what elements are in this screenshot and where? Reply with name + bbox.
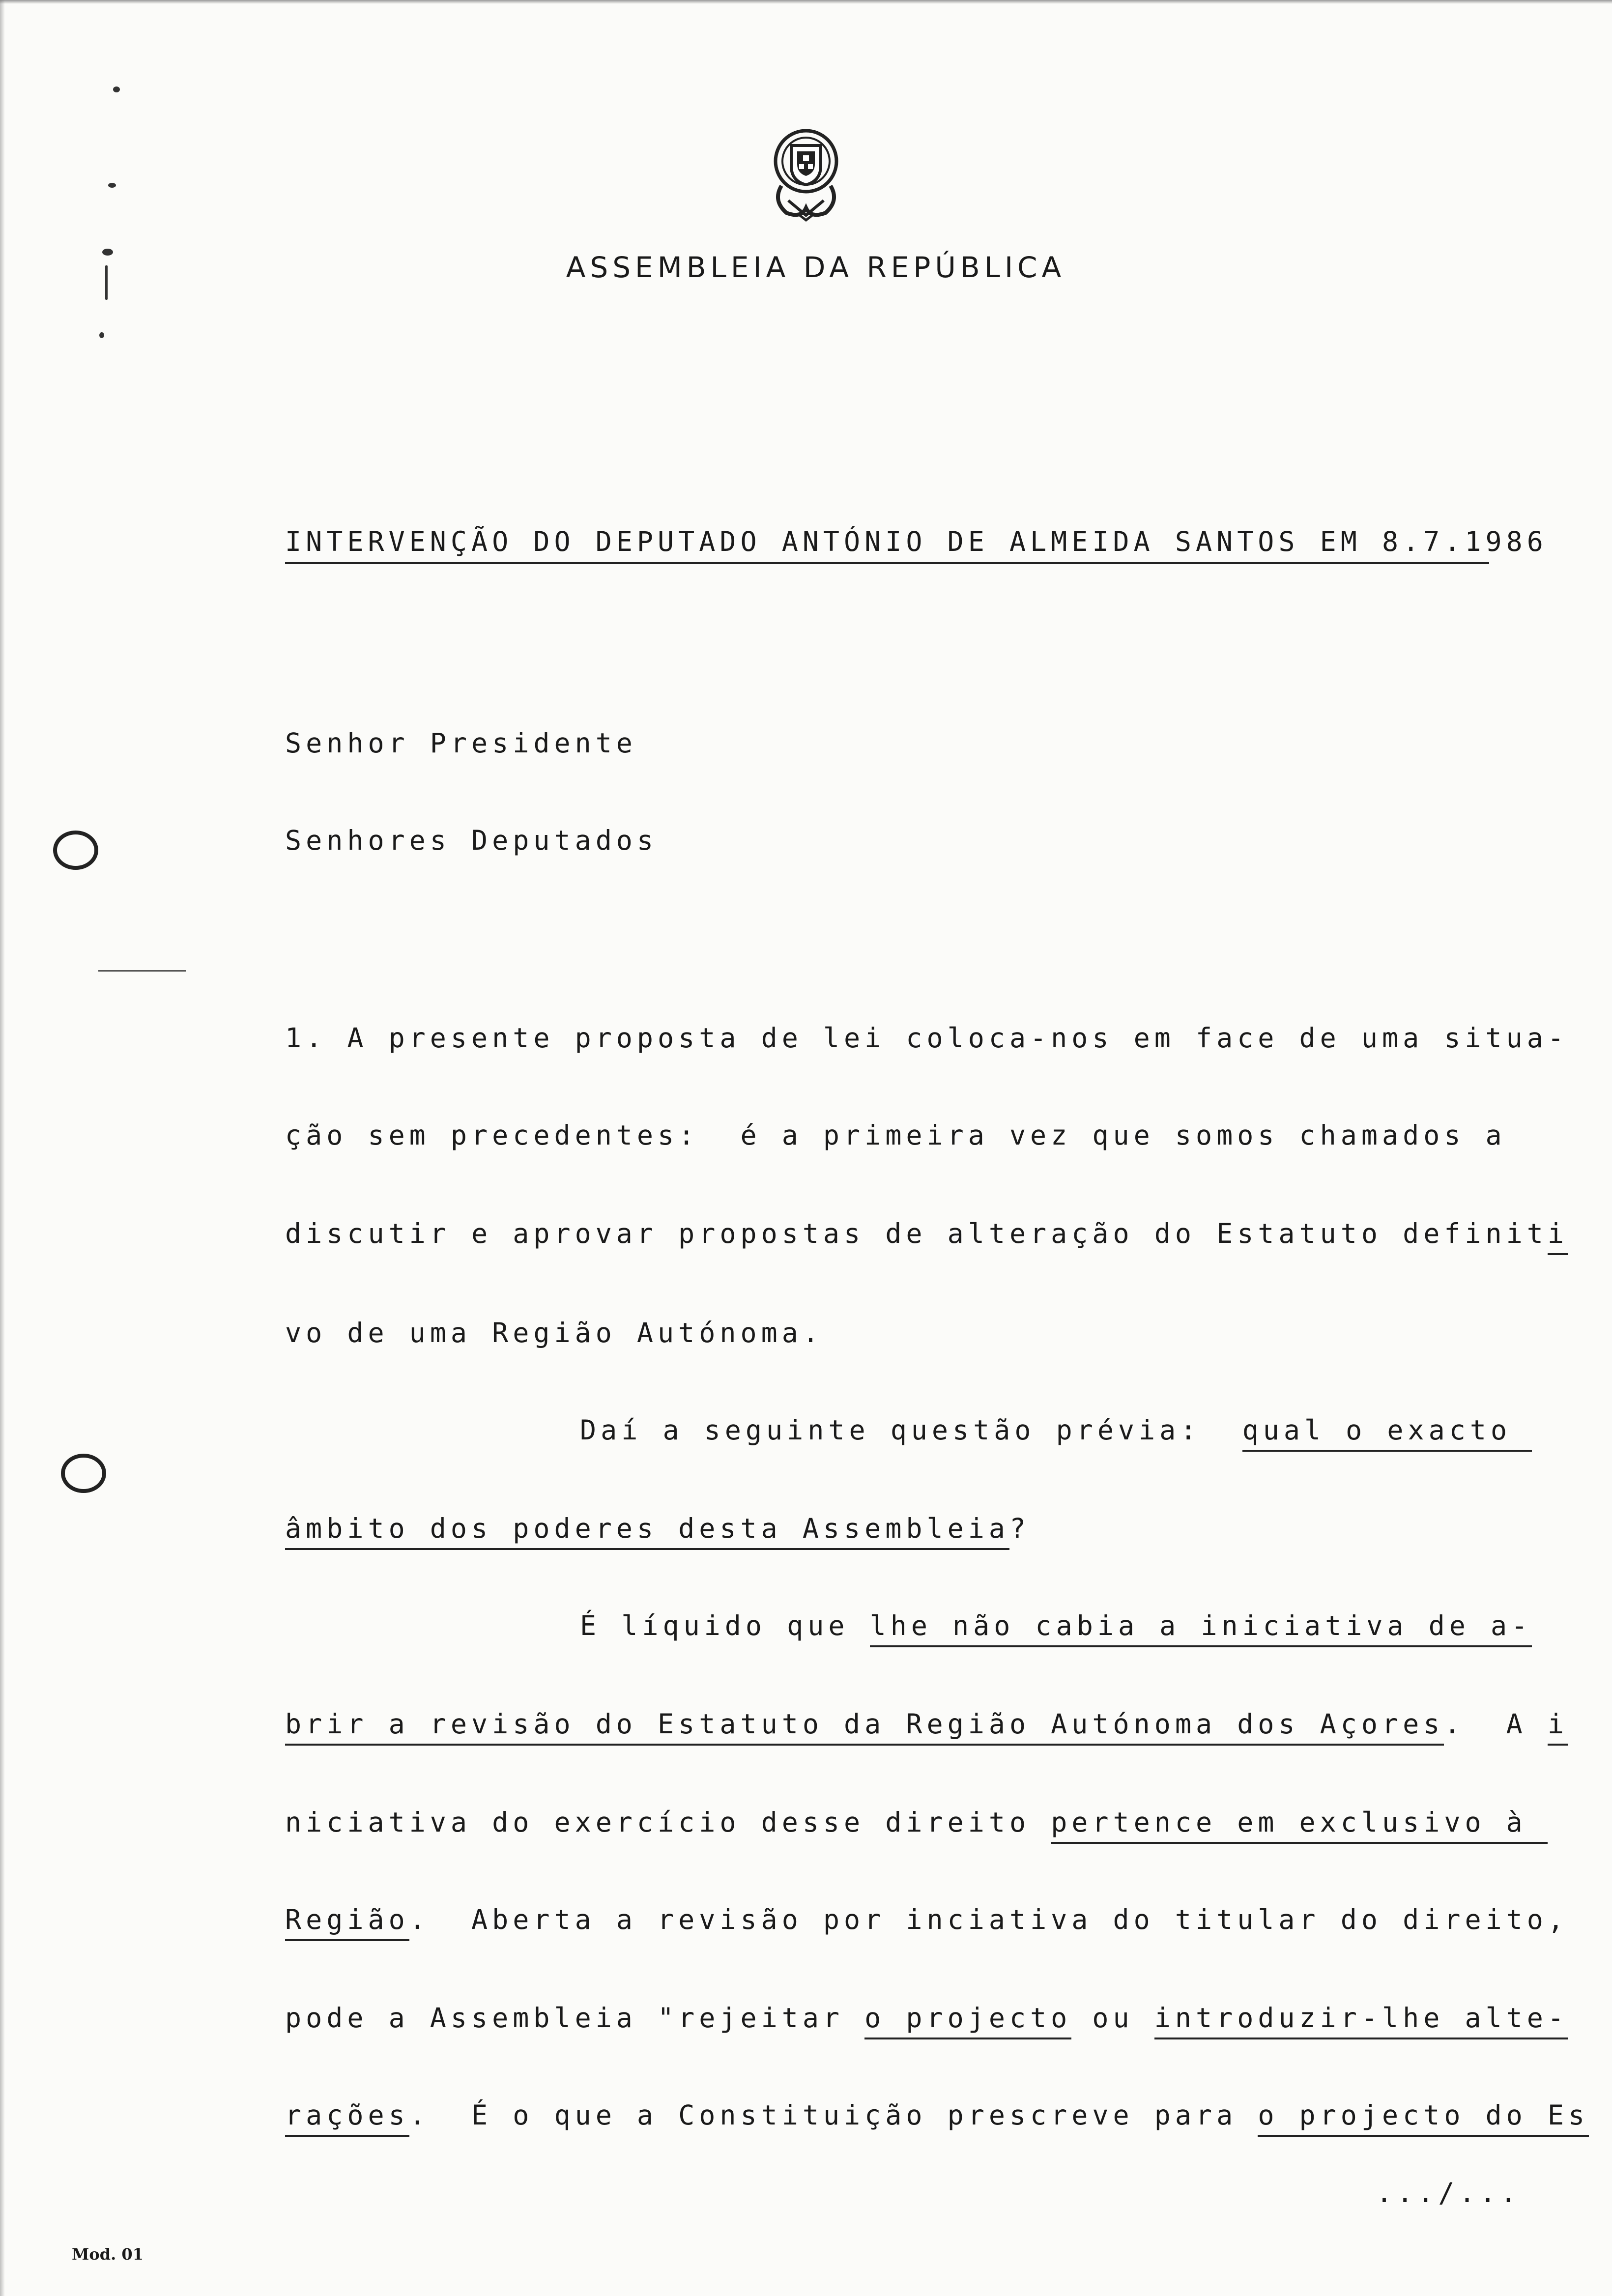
- body-line: [285, 1317, 823, 1349]
- text-run: 1. A presente proposta de lei coloca-nos em face de uma situa-: [285, 1022, 1568, 1054]
- body-line: [285, 1022, 1568, 1054]
- body-line: [580, 1610, 1532, 1641]
- text-run: É líquido que: [580, 1610, 870, 1641]
- text-run: Daí a seguinte questão prévia:: [580, 1414, 1242, 1446]
- text-run: discutir e aprovar propostas de alteração do Estatuto definit: [285, 1218, 1548, 1249]
- text-run: . Aberta a revisão por inciativa do titular do direito,: [409, 1904, 1569, 1935]
- continuation-mark: .../...: [1376, 2177, 1521, 2209]
- salutation-president: Senhor Presidente: [285, 727, 637, 759]
- underlined-text: introduzir-lhe alte-: [1154, 2002, 1568, 2039]
- underlined-text: brir a revisão do Estatuto da Região Autónoma dos Açores: [285, 1708, 1444, 1746]
- underlined-text: lhe não cabia a iniciativa de a-: [870, 1610, 1532, 1647]
- form-code: Mod. 01: [72, 2245, 144, 2264]
- text-run: . É o que a Constituição prescreve para: [409, 2099, 1258, 2131]
- body-line: [285, 1904, 1568, 1935]
- salutation-deputies: Senhores Deputados: [285, 825, 658, 856]
- underlined-text: rações: [285, 2099, 409, 2137]
- underlined-text: pertence em exclusivo à: [1051, 1807, 1548, 1844]
- institution-title: ASSEMBLEIA DA REPÚBLICA: [566, 251, 1066, 284]
- punch-hole-bottom: [61, 1454, 106, 1493]
- body-line: [285, 1513, 1030, 1544]
- underlined-text: o projecto: [864, 2002, 1071, 2039]
- text-run: ção sem precedentes: é a primeira vez que somos chamados a: [285, 1119, 1506, 1151]
- underlined-text: qual o exacto: [1242, 1414, 1532, 1452]
- body-line: [285, 2002, 1568, 2034]
- text-run: ou: [1071, 2002, 1154, 2034]
- body-line: [285, 1708, 1568, 1740]
- scan-speck: [108, 183, 116, 188]
- underlined-text: o projecto do Es: [1258, 2099, 1589, 2137]
- body-line: [285, 1119, 1506, 1151]
- body-line: [285, 2099, 1589, 2131]
- document-heading: INTERVENÇÃO DO DEPUTADO ANTÓNIO DE ALMEIDA SANTOS EM 8.7.1986: [285, 526, 1489, 564]
- punch-hole-top: [53, 831, 98, 870]
- coat-of-arms-icon: [767, 117, 845, 225]
- fold-mark: [98, 970, 186, 972]
- body-line: [580, 1414, 1532, 1446]
- text-run: pode a Assembleia "rejeitar: [285, 2002, 865, 2034]
- body-line: [285, 1218, 1568, 1249]
- scan-speck: [99, 332, 104, 338]
- body-line: [285, 1807, 1548, 1838]
- underlined-text: Região: [285, 1904, 409, 1941]
- text-run: niciativa do exercício desse direito: [285, 1807, 1051, 1838]
- text-run: . A: [1444, 1708, 1548, 1740]
- underlined-text: âmbito dos poderes desta Assembleia: [285, 1513, 1009, 1550]
- underlined-text: i: [1548, 1708, 1568, 1746]
- underlined-text: i: [1548, 1218, 1568, 1255]
- scan-left-edge: [0, 0, 5, 2296]
- scan-speck: [113, 86, 120, 92]
- scan-top-edge: [0, 0, 1612, 4]
- text-run: vo de uma Região Autónoma.: [285, 1317, 823, 1349]
- text-run: ?: [1009, 1513, 1031, 1544]
